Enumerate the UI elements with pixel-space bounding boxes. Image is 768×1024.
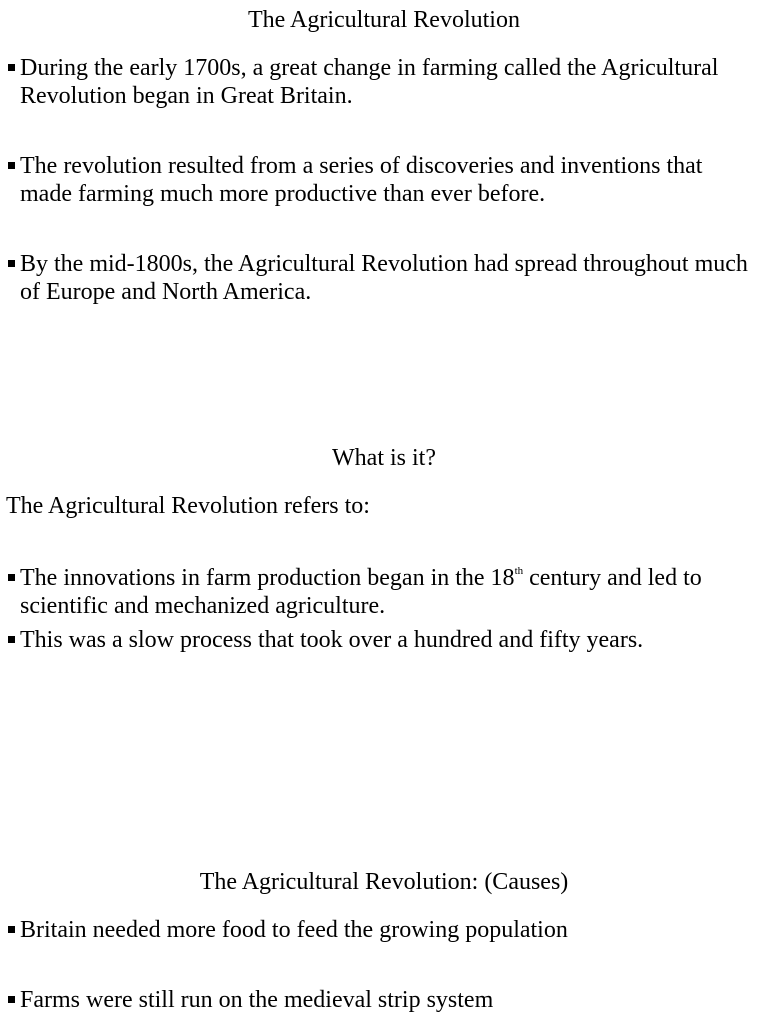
square-bullet-icon: [8, 636, 15, 643]
square-bullet-icon: [8, 996, 15, 1003]
bullet-text: During the early 1700s, a great change in farming called the Agricultural Revolution began in Great Britain.: [20, 55, 719, 109]
slide-2: [0, 444, 768, 654]
bullet-text: Farms were still run on the medieval strip system: [20, 987, 494, 1013]
bullet-text: Britain needed more food to feed the growing population: [20, 917, 568, 943]
square-bullet-icon: [8, 162, 15, 169]
square-bullet-icon: [8, 260, 15, 267]
slide-1-bullet-1: [0, 54, 758, 110]
ordinal-superscript: th: [514, 565, 524, 577]
slide-3-title: The Agricultural Revolution: (Causes): [199, 869, 569, 895]
slide-3-bullet-2: [0, 986, 758, 1014]
slide-2-bullet-1: [0, 564, 758, 620]
slide-1-bullet-2: [0, 152, 758, 208]
slide-2-intro: The Agricultural Revolution refers to:: [6, 493, 370, 519]
slide-2-bullet-2: [0, 626, 758, 654]
slide-3-bullet-list: [0, 916, 768, 1014]
slide-1: [0, 6, 768, 306]
square-bullet-icon: [8, 574, 15, 581]
slide-3: [0, 868, 768, 1014]
slide-3-bullet-1: [0, 916, 758, 944]
slide-2-bullet-list: [0, 564, 768, 654]
bullet-text-after: century and led to scientific and mechanized agriculture.: [20, 565, 702, 619]
bullet-text: The revolution resulted from a series of discoveries and inventions that made farming much more productive than ever before.: [20, 153, 703, 207]
square-bullet-icon: [8, 64, 15, 71]
slide-1-bullet-list: [0, 54, 768, 306]
slide-1-title: The Agricultural Revolution: [248, 7, 520, 33]
slide-2-title: What is it?: [332, 445, 436, 471]
slide-1-bullet-3: [0, 250, 758, 306]
square-bullet-icon: [8, 926, 15, 933]
bullet-text-before: The innovations in farm production began in the 18: [20, 565, 515, 591]
bullet-text: By the mid-1800s, the Agricultural Revolution had spread throughout much of Europe and North America.: [20, 251, 748, 305]
bullet-text: This was a slow process that took over a hundred and fifty years.: [20, 627, 644, 653]
